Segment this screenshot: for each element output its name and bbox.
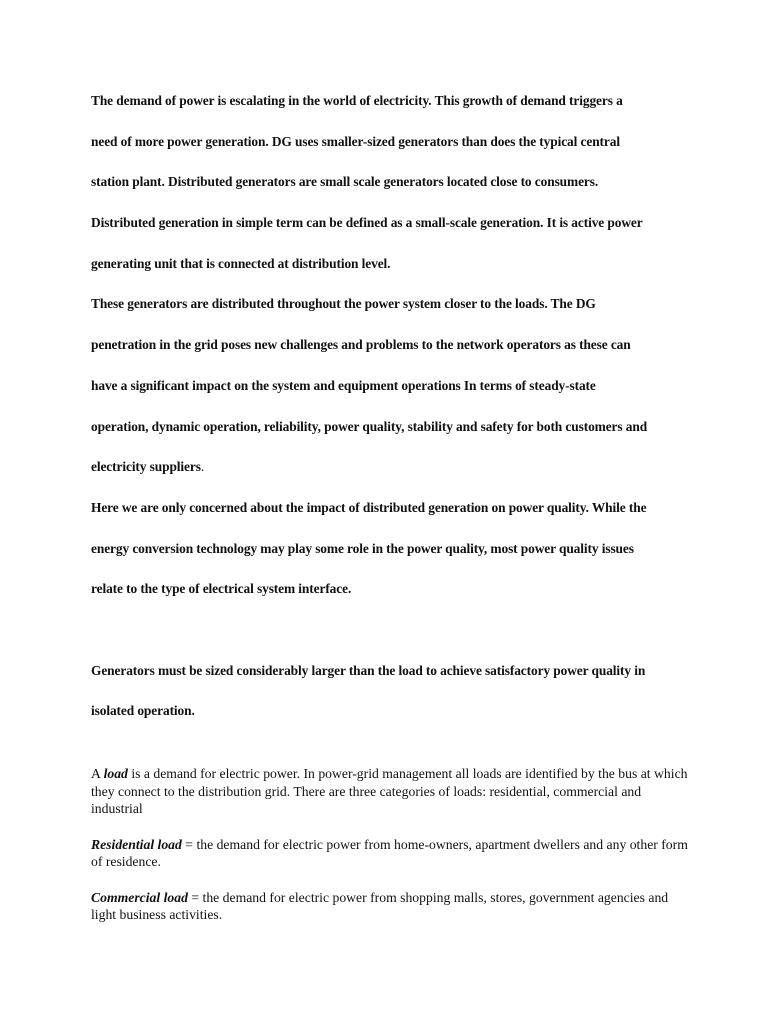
text-line: station plant. Distributed generators are small scale generators located close to consumers. [91, 174, 599, 190]
text-line: energy conversion technology may play some role in the power quality, most power quality issues [91, 540, 634, 556]
definition-term: Commercial load [91, 889, 188, 905]
paragraph-power-quality [91, 498, 691, 620]
text-line: operation, dynamic operation, reliability, power quality, stability and safety for both customers and [91, 418, 648, 434]
definition-commercial-load [91, 889, 691, 924]
paragraph-generator-sizing [91, 661, 691, 742]
text-line: Here we are only concerned about the impact of distributed generation on power quality. While the [91, 499, 647, 515]
text-line-content: electricity suppliers [91, 459, 201, 475]
definition-prefix: A [91, 766, 104, 781]
definitions-section [91, 765, 691, 942]
definition-residential-load [91, 836, 691, 871]
text-line: Generators must be sized considerably larger than the load to achieve satisfactory power quality in [91, 662, 646, 678]
trailing-period: . [200, 459, 205, 475]
bold-text-section [91, 91, 691, 742]
text-line: generating unit that is connected at distribution level. [91, 255, 391, 271]
paragraph-gap [91, 620, 691, 661]
definition-term: load [103, 766, 128, 781]
text-line: The demand of power is escalating in the world of electricity. This growth of demand triggers a [91, 93, 623, 108]
text-line: Distributed generation in simple term can be defined as a small-scale generation. It is active power [91, 215, 643, 231]
paragraph-dg-intro [91, 91, 691, 294]
definition-text: is a demand for electric power. In power-grid management all loads are identified by the bus at which they connect to the distribution grid. There are three categories of loads: residential, commercial and industrial [91, 766, 688, 816]
text-line: These generators are distributed throughout the power system closer to the loads. The DG [91, 296, 596, 312]
text-line: penetration in the grid poses new challenges and problems to the network operators as these can [91, 337, 631, 353]
text-line: isolated operation. [91, 703, 195, 719]
text-line: have a significant impact on the system and equipment operations In terms of steady-state [91, 377, 596, 393]
definition-text: = the demand for electric power from shopping malls, stores, government agencies and light business activities. [91, 889, 669, 922]
paragraph-dg-penetration [91, 294, 691, 497]
text-line: relate to the type of electrical system interface. [91, 581, 352, 597]
definition-load [91, 765, 691, 818]
text-line [91, 457, 691, 498]
text-line: need of more power generation. DG uses smaller-sized generators than does the typical central [91, 133, 620, 149]
definition-term: Residential load [91, 836, 182, 852]
definition-text: = the demand for electric power from home-owners, apartment dwellers and any other form of residence. [91, 836, 688, 869]
